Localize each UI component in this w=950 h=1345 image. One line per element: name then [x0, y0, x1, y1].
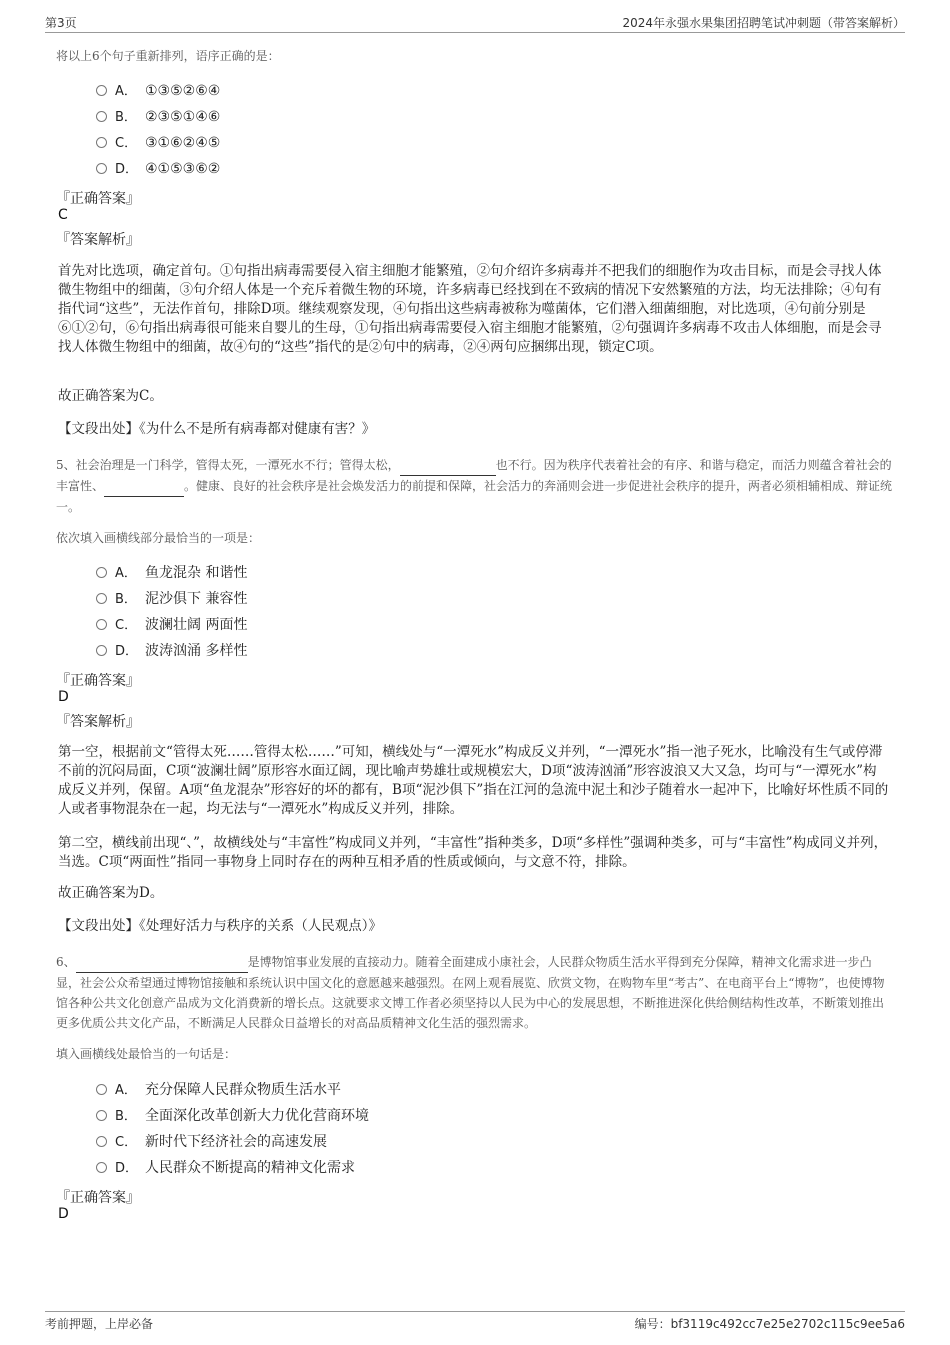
radio-icon[interactable]: [96, 163, 107, 174]
q5-analysis-label: 『答案解析』: [56, 714, 140, 730]
radio-icon[interactable]: [96, 1110, 107, 1121]
q4-prompt: 将以上6个句子重新排列，语序正确的是：: [56, 49, 280, 63]
page-number: 第3页: [45, 16, 77, 30]
radio-icon[interactable]: [96, 1162, 107, 1173]
answer-blank: [104, 476, 184, 497]
radio-icon[interactable]: [96, 111, 107, 122]
radio-icon[interactable]: [96, 1084, 107, 1095]
q4-option-a[interactable]: A． ①③⑤②⑥④: [96, 80, 220, 102]
q5-conclusion: 故正确答案为D。: [58, 885, 164, 901]
q5-prompt: 依次填入画横线部分最恰当的一项是：: [56, 531, 261, 545]
radio-icon[interactable]: [96, 619, 107, 630]
q6-prompt: 填入画横线处最恰当的一句话是：: [56, 1047, 237, 1061]
q6-option-c[interactable]: C． 新时代下经济社会的高速发展: [96, 1131, 327, 1153]
q5-answer: D: [58, 689, 69, 705]
radio-icon[interactable]: [96, 137, 107, 148]
q5-option-a[interactable]: A． 鱼龙混杂 和谐性: [96, 562, 247, 584]
answer-blank: [400, 455, 496, 476]
page-footer: [45, 1311, 905, 1336]
document-title: 2024年永强水果集团招聘笔试冲刺题（带答案解析）: [622, 16, 905, 30]
q6-option-d[interactable]: D． 人民群众不断提高的精神文化需求: [96, 1157, 355, 1179]
q6-answer: D: [58, 1206, 69, 1222]
q4-option-b[interactable]: B． ②③⑤①④⑥: [96, 106, 220, 128]
radio-icon[interactable]: [96, 593, 107, 604]
q5-option-d[interactable]: D． 波涛汹涌 多样性: [96, 640, 247, 662]
q5-analysis-1: 第一空，根据前文“管得太死……管得太松……”可知，横线处与“一潭死水”构成反义并列，“一潭死水”指一池子死水，比喻没有生气或停滞不前的沉闷局面，C项“波澜壮阔”原形容水面辽阔，现比喻声势雄壮或规模宏大，D项“波涛汹涌”形容波浪又大又急，均可与“一潭死水”构成反义并列，保留。A项“鱼龙混杂”形容好的坏的都有，B项“泥沙俱下”指在江河的急流中泥土和沙子随着水一起冲下，比喻好坏性质不同的人或者事物混杂在一起，均无法与“一潭死水”构成反义并列，排除。: [58, 744, 889, 817]
q6-stem: 6、 是博物馆事业发展的直接动力。随着全面建成小康社会，人民群众物质生活水平得到充分保障，精神文化需求进一步凸显，社会公众希望通过博物馆接触和系统认识中国文化的意愿越来越强烈。在网上观看展览、欣赏文物，在购物车里“考古”、在电商平台上“博物”，也使博物馆各种公共文化创意产品成为文化消费新的增长点。这就要求文博工作者必须坚持以人民为中心的发展思想，不断推进深化供给侧结构性改革，不断策划推出更多优质公共文化产品，不断满足人民群众日益增长的对高品质精神文化生活的强烈需求。: [56, 952, 894, 1033]
radio-icon[interactable]: [96, 85, 107, 96]
q6-option-a[interactable]: A． 充分保障人民群众物质生活水平: [96, 1079, 341, 1101]
q4-option-d[interactable]: D． ④①⑤③⑥②: [96, 158, 220, 180]
q6-answer-label: 『正确答案』: [56, 1190, 140, 1206]
page-header: [45, 12, 905, 33]
answer-blank: [76, 952, 248, 973]
q5-option-b[interactable]: B． 泥沙俱下 兼容性: [96, 588, 247, 610]
q4-option-c[interactable]: C． ③①⑥②④⑤: [96, 132, 220, 154]
footer-slogan: 考前押题，上岸必备: [45, 1317, 154, 1331]
q4-answer-label: 『正确答案』: [56, 191, 140, 207]
q5-answer-label: 『正确答案』: [56, 673, 140, 689]
radio-icon[interactable]: [96, 645, 107, 656]
q5-option-c[interactable]: C． 波澜壮阔 两面性: [96, 614, 247, 636]
radio-icon[interactable]: [96, 1136, 107, 1147]
q5-analysis-2: 第二空，横线前出现“、”，故横线处与“丰富性”构成同义并列，“丰富性”指种类多，D项“多样性”强调种类多，可与“丰富性”构成同义并列，当选。C项“两面性”指同一事物身上同时存在的两种互相矛盾的性质或倾向，与文意不符，排除。: [58, 835, 888, 870]
q5-stem: 5、社会治理是一门科学，管得太死，一潭死水不行；管得太松， 也不行。因为秩序代表着社会的有序、和谐与稳定，而活力则蕴含着社会的丰富性、 。健康、良好的社会秩序是社会焕发活力的前提和保障，社会活力的奔涌则会进一步促进社会秩序的提升，两者必须相辅相成、辩证统一。: [56, 455, 894, 517]
q4-source: 【文段出处】《为什么不是所有病毒都对健康有害？》: [58, 421, 376, 437]
radio-icon[interactable]: [96, 567, 107, 578]
document-code: 编号：bf3119c492cc7e25e2702c115c9ee5a6: [634, 1317, 905, 1331]
q4-analysis-label: 『答案解析』: [56, 232, 140, 248]
q6-option-b[interactable]: B． 全面深化改革创新大力优化营商环境: [96, 1105, 369, 1127]
q4-analysis: 首先对比选项，确定首句。①句指出病毒需要侵入宿主细胞才能繁殖，②句介绍许多病毒并不把我们的细胞作为攻击目标，而是会寻找人体微生物组中的细菌，③句介绍人体是一个充斥着微生物的环境，许多病毒已经找到在不致病的情况下安然繁殖的方法，均无法排除；④句有指代词“这些”，无法作首句，排除D项。继续观察发现，④句指出这些病毒被称为噬菌体，它们潜入细菌细胞，对比选项，④句前分别是⑥①②句，⑥句指出病毒很可能来自婴儿的生母，①句指出病毒需要侵入宿主细胞才能繁殖，②句强调许多病毒不攻击人体细胞，而是会寻找人体微生物组中的细菌，故④句的“这些”指代的是②句中的病毒，②④两句应捆绑出现，锁定C项。: [58, 263, 882, 355]
q4-answer: C: [58, 207, 68, 223]
q5-source: 【文段出处】《处理好活力与秩序的关系（人民观点）》: [58, 918, 382, 934]
q4-conclusion: 故正确答案为C。: [58, 388, 163, 404]
